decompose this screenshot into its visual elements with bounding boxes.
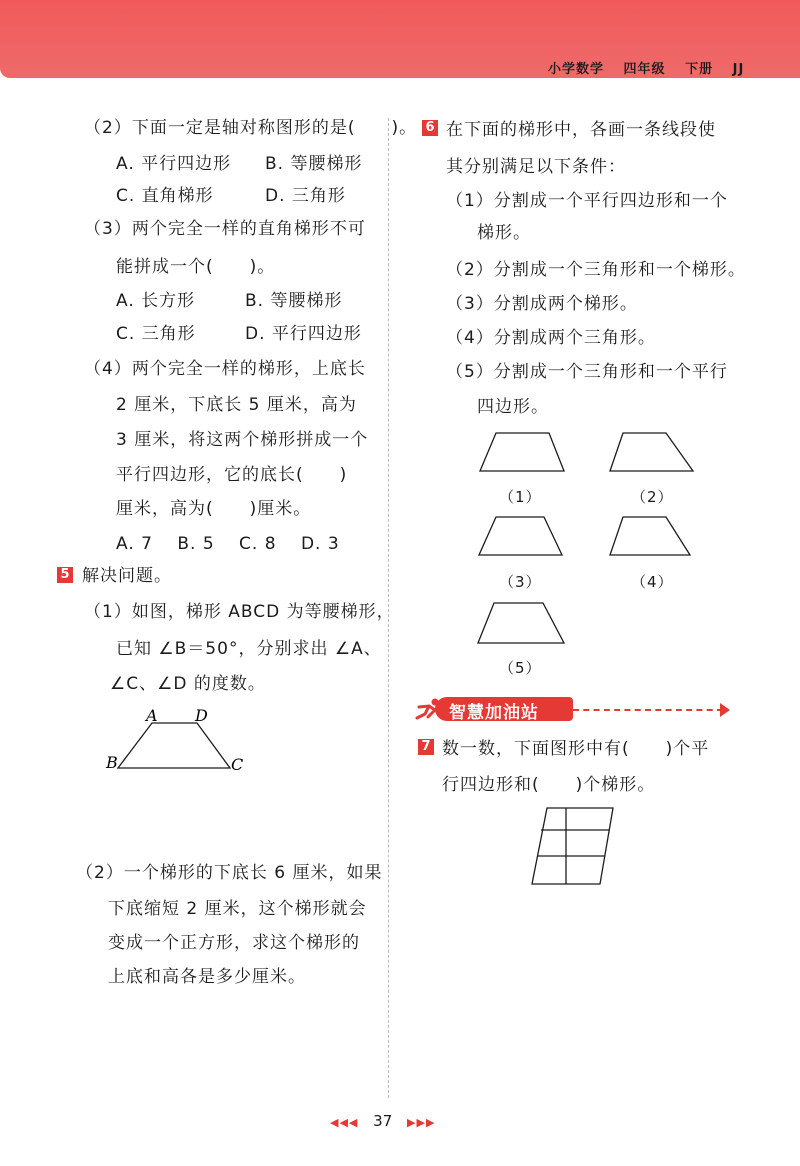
q3-option-a: A. 长方形 (116, 291, 196, 311)
q4-line2: 2 厘米，下底长 5 厘米，高为 (116, 395, 357, 415)
q2-option-a: A. 平行四边形 (116, 154, 232, 174)
section-5-badge: 5 (57, 567, 73, 583)
s6-condition-1a: （1）分割成一个平行四边形和一个 (446, 191, 728, 211)
page-footer (330, 1112, 435, 1130)
section-7-badge: 7 (418, 739, 434, 755)
q2-option-b: B. 等腰梯形 (265, 154, 363, 174)
section-5-title: 解决问题。 (82, 566, 172, 586)
counting-figure (525, 800, 620, 890)
q4-line3: 3 厘米，将这两个梯形拼成一个 (116, 430, 369, 450)
q3-option-b: B. 等腰梯形 (245, 291, 343, 311)
banner-title: 智慧加油站 (449, 703, 539, 723)
trapezoid-3-caption: （3） (499, 573, 542, 591)
s5-p1-line3: ∠C、∠D 的度数。 (110, 674, 266, 694)
q3-option-c: C. 三角形 (116, 324, 196, 344)
q3-line1: （3）两个完全一样的直角梯形不可 (84, 219, 366, 239)
s6-line1: 在下面的梯形中，各画一条线段使 (446, 120, 716, 140)
outer-parallelogram (532, 808, 613, 884)
header-info (548, 58, 758, 77)
s7-line1: 数一数，下面图形中有( )个平 (442, 739, 710, 759)
s5-p2-line1: （2）一个梯形的下底长 6 厘米，如果 (76, 863, 383, 883)
wisdom-station-banner (413, 697, 573, 721)
vertex-b-label: B (106, 753, 118, 772)
s6-condition-4: （4）分割成两个三角形。 (446, 328, 656, 348)
q4-line4: 平行四边形，它的底长( ) (116, 465, 348, 485)
section-6-trapezoids (470, 425, 720, 675)
banner-dashed-line (573, 709, 723, 711)
header-volume: 下册 (685, 62, 714, 77)
trapezoid-1-caption: （1） (499, 488, 542, 506)
s7-line2: 行四边形和( )个梯形。 (442, 775, 656, 795)
s5-p1-line1: （1）如图，梯形 ABCD 为等腰梯形， (84, 602, 395, 622)
q4-options: A. 7 B. 5 C. 8 D. 3 (116, 534, 340, 554)
q2-stem: （2）下面一定是轴对称图形的是( )。 (84, 118, 418, 138)
s6-condition-3: （3）分割成两个梯形。 (446, 294, 638, 314)
trapezoid-2-caption: （2） (631, 488, 674, 506)
vertex-c-label: C (231, 755, 244, 774)
q3-line2: 能拼成一个( )。 (116, 257, 276, 277)
vertex-d-label: D (195, 706, 208, 725)
q4-line5: 厘米，高为( )厘米。 (116, 499, 312, 519)
s5-p2-line2: 下底缩短 2 厘米，这个梯形就会 (108, 899, 367, 919)
s6-condition-2: （2）分割成一个三角形和一个梯形。 (446, 260, 746, 280)
s6-line2: 其分别满足以下条件： (446, 157, 626, 177)
header-grade: 四年级 (623, 62, 666, 77)
s5-p1-line2: 已知 ∠B＝50°，分别求出 ∠A、 (116, 639, 382, 659)
trapezoid-3 (479, 517, 562, 555)
q2-option-c: C. 直角梯形 (116, 186, 214, 206)
trapezoid-2 (610, 433, 693, 471)
s6-condition-1b: 梯形。 (477, 223, 531, 243)
trapezoid-5-caption: （5） (499, 659, 542, 677)
q4-line1: （4）两个完全一样的梯形，上底长 (84, 359, 366, 379)
section-6-badge: 6 (422, 120, 438, 136)
trapezoid-4 (610, 517, 690, 555)
trapezoid-4-caption: （4） (631, 573, 674, 591)
page-number: 37 (373, 1112, 393, 1130)
q2-option-d: D. 三角形 (265, 186, 346, 206)
trapezoid-5 (478, 603, 564, 643)
s6-condition-5b: 四边形。 (477, 397, 549, 417)
vertex-a-label: A (146, 706, 158, 725)
s6-condition-5a: （5）分割成一个三角形和一个平行 (446, 362, 728, 382)
trapezoid-abcd-figure (100, 700, 260, 780)
s5-p2-line3: 变成一个正方形，求这个梯形的 (108, 933, 360, 953)
footer-left-arrows: ◀◀◀ (330, 1116, 359, 1129)
s5-p2-line4: 上底和高各是多少厘米。 (108, 967, 306, 987)
banner-arrow-icon (720, 703, 730, 717)
header-edition: JJ (732, 62, 745, 77)
header-subject: 小学数学 (548, 62, 605, 77)
trapezoid-abcd (118, 723, 230, 768)
q3-option-d: D. 平行四边形 (245, 324, 362, 344)
footer-right-arrows: ▶▶▶ (407, 1116, 436, 1129)
trapezoid-1 (480, 433, 564, 471)
